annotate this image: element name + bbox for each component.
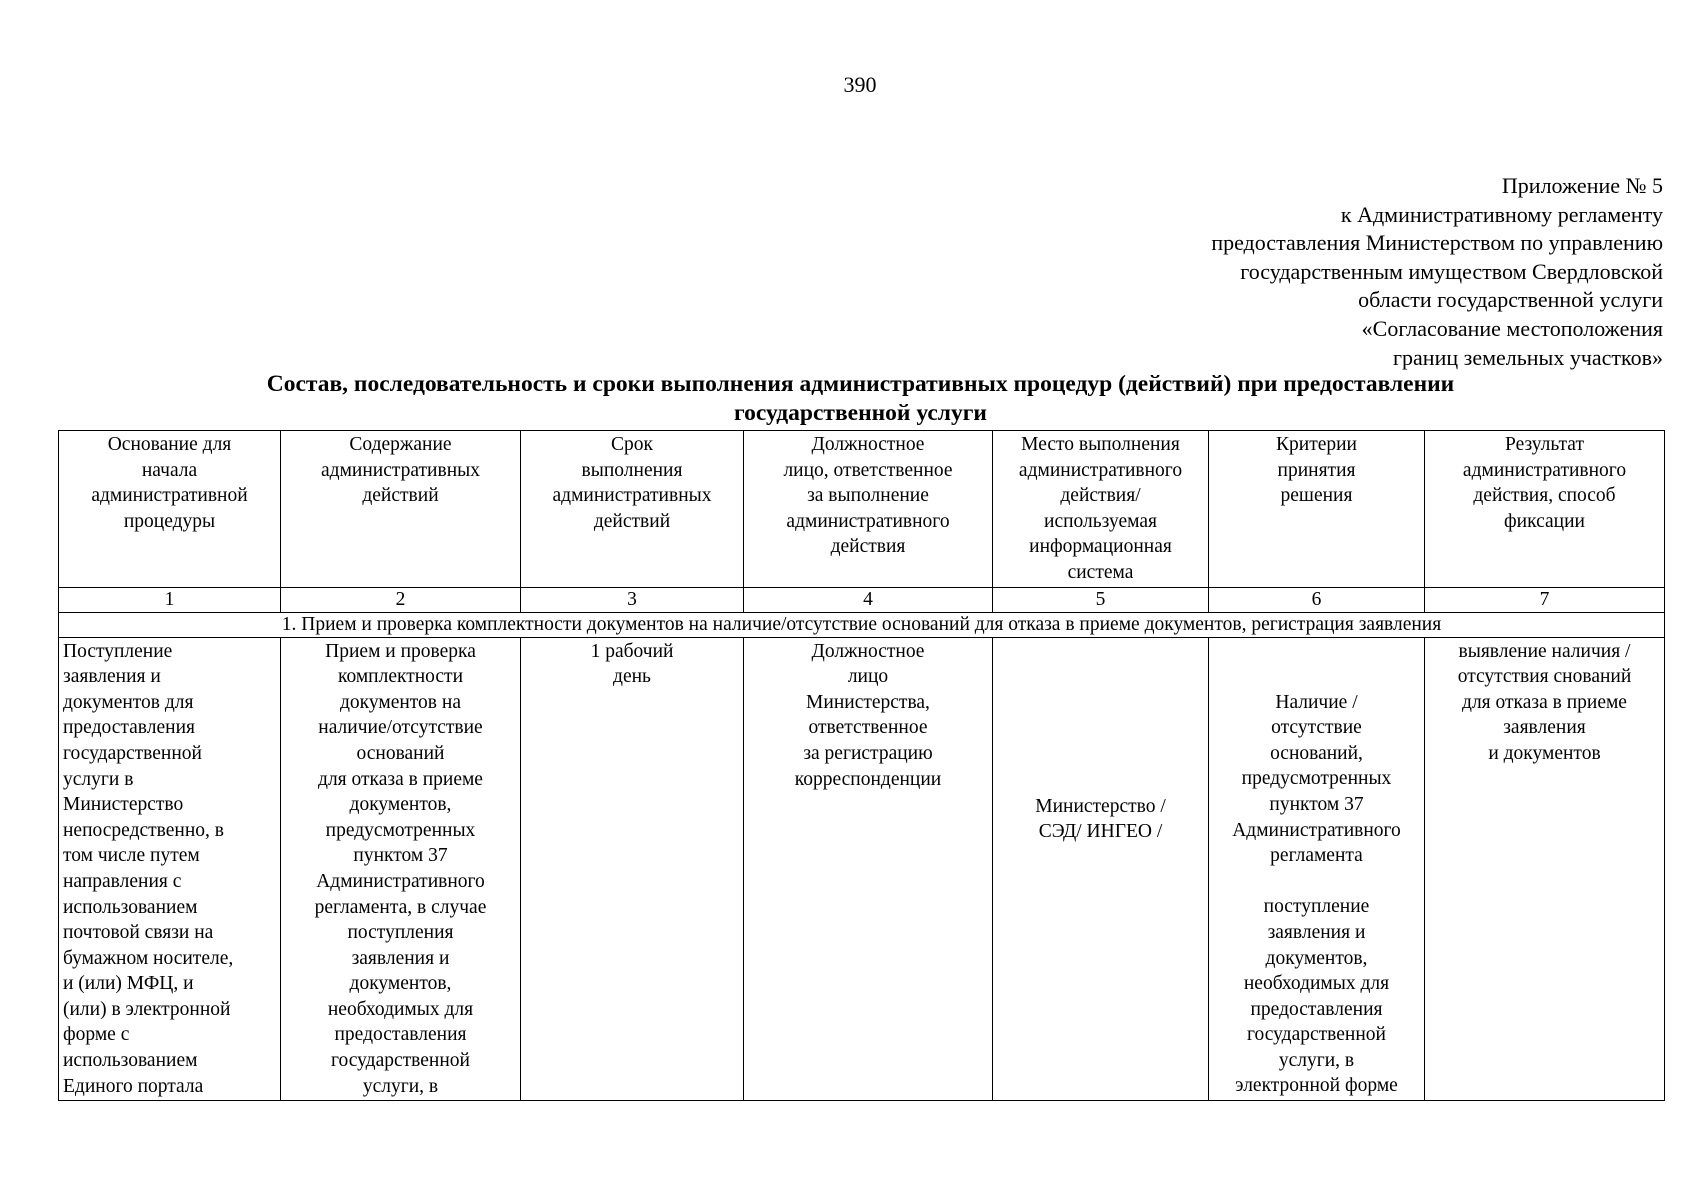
header-row (59, 431, 1665, 588)
column-number: 3 (521, 587, 744, 612)
cell-line: предоставления (1250, 998, 1383, 1020)
header-line: процедуры (123, 510, 216, 532)
document-title (58, 370, 1663, 428)
header-line: Срок (611, 434, 653, 455)
column-number: 6 (1209, 587, 1425, 612)
cell-line: услуги, в (362, 1075, 439, 1097)
appendix-line: «Согласование местоположения (1361, 315, 1663, 341)
cell-line: использованием (63, 896, 198, 918)
cell-line: и документов (1488, 742, 1601, 764)
cell-line: предусмотренных (325, 819, 476, 841)
cell-line: государственной (1247, 1024, 1386, 1046)
cell-term (521, 637, 744, 1101)
table-row (59, 637, 1665, 1101)
header-line: Критерии (1276, 434, 1357, 455)
cell-place (993, 637, 1209, 1101)
cell-line: услуги, в (1278, 1049, 1355, 1071)
header-cell-result (1425, 431, 1665, 588)
cell-line: государственной (63, 742, 202, 764)
header-line: действия, способ (1473, 485, 1616, 507)
title-line: Состав, последовательность и сроки выполнения административных процедур (действий) при предоставлении (266, 371, 1455, 397)
cell-line: заявления (1503, 717, 1586, 739)
cell-line: день (613, 666, 651, 688)
cell-line: ответственное (808, 717, 928, 739)
cell-line: непосредственно, в (63, 819, 224, 841)
cell-line: регламента (1270, 845, 1363, 867)
cell-line: Наличие / (1275, 691, 1358, 713)
cell-line: предоставления (334, 1024, 467, 1046)
header-line: за выполнение (807, 485, 929, 507)
cell-line: для отказа в приеме (1462, 691, 1627, 713)
column-number-row (59, 587, 1665, 612)
header-line: административного (1018, 459, 1183, 481)
header-cell-official (744, 431, 993, 588)
page-number: 390 (843, 72, 877, 97)
cell-line: комплектности (337, 666, 464, 688)
column-number: 5 (993, 587, 1209, 612)
cell-official (744, 637, 993, 1101)
header-line: Содержание (349, 434, 452, 455)
cell-line: отсутствия снований (1457, 666, 1632, 688)
cell-line: государственной (331, 1050, 470, 1072)
header-line: административных (552, 485, 712, 507)
header-cell-place (993, 431, 1209, 588)
cell-line: заявления и (351, 947, 450, 969)
cell-line: использованием (63, 1050, 198, 1072)
cell-line: за регистрацию (803, 742, 933, 764)
cell-line: Административного (316, 870, 485, 892)
cell-line: предоставления (63, 717, 195, 739)
cell-line: Министерство (63, 794, 184, 816)
procedures-table (58, 430, 1665, 1101)
cell-criteria (1209, 637, 1425, 1101)
cell-line: оснований (356, 742, 445, 764)
header-cell-basis (59, 431, 281, 588)
appendix-line: к Административному регламенту (1340, 201, 1663, 227)
header-line: информационная (1029, 536, 1172, 558)
header-line: Должностное (811, 434, 925, 455)
cell-line: Должностное (811, 640, 925, 662)
column-number: 7 (1425, 587, 1665, 612)
cell-line: для отказа в приеме (318, 768, 483, 790)
cell-line: бумажном носителе, (63, 947, 234, 969)
cell-line: электронной форме (1235, 1075, 1398, 1097)
cell-line: Поступление (63, 640, 173, 662)
cell-line: том числе путем (63, 845, 200, 867)
header-line: система (1067, 561, 1134, 583)
header-line: начала (141, 459, 198, 481)
header-line: Место выполнения (1021, 434, 1180, 455)
cell-line: Министерства, (806, 691, 930, 713)
cell-line: и (или) МФЦ, и (63, 973, 194, 995)
header-line: решения (1280, 485, 1353, 507)
header-line: административного (786, 510, 950, 532)
section-row (59, 612, 1665, 637)
cell-line: предусмотренных (1241, 768, 1392, 790)
cell-line: почтовой связи на (63, 922, 214, 944)
header-line: административных (321, 459, 480, 481)
cell-line: 1 рабочий (590, 640, 674, 662)
header-cell-criteria (1209, 431, 1425, 588)
cell-line: Прием и проверка (325, 640, 476, 662)
header-cell-term (521, 431, 744, 588)
header-line: действий (593, 510, 671, 532)
header-line: действия (830, 536, 906, 558)
cell-line: услуги в (63, 768, 134, 790)
cell-line: (или) в электронной (63, 998, 231, 1020)
cell-line: оснований, (1270, 742, 1363, 764)
cell-line: документов, (1265, 947, 1368, 969)
cell-line: лицо (847, 666, 889, 688)
cell-line: отсутствие (1271, 717, 1362, 739)
cell-line: заявления и (63, 666, 161, 688)
header-line: административного (1462, 459, 1627, 481)
appendix-line: Приложение № 5 (1501, 173, 1663, 198)
cell-line: документов, (349, 794, 452, 816)
cell-line: заявления и (1267, 921, 1366, 943)
appendix-line: предоставления Министерством по управлению (1211, 230, 1663, 256)
header-line: действия/ (1060, 485, 1141, 507)
header-line: Основание для (107, 434, 232, 455)
header-line: принятия (1277, 459, 1356, 481)
column-number: 4 (744, 587, 993, 612)
cell-line: выявление наличия / (1458, 640, 1631, 662)
header-line: выполнения (581, 459, 683, 481)
cell-line: поступления (347, 922, 454, 944)
cell-line: Единого портала (63, 1075, 204, 1097)
cell-basis (59, 637, 281, 1101)
cell-line: поступление (1263, 896, 1370, 918)
cell-line: документов, (349, 973, 452, 995)
cell-line: наличие/отсутствие (318, 717, 483, 739)
header-cell-content (281, 431, 521, 588)
cell-line: корреспонденции (794, 768, 942, 790)
cell-line: форме с (63, 1024, 130, 1046)
cell-line: регламента, в случае (314, 896, 487, 918)
header-line: лицо, ответственное (783, 459, 953, 481)
cell-line: Министерство / (1035, 795, 1166, 817)
column-number: 2 (281, 587, 521, 612)
appendix-line: границ земельных участков» (1393, 344, 1663, 370)
section-heading: 1. Прием и проверка комплектности документов на наличие/отсутствие оснований для отказа в приеме документов, регистрация заявления (59, 612, 1665, 637)
cell-line: необходимых для (1243, 973, 1390, 995)
header-line: Результат (1505, 434, 1584, 455)
appendix-line: области государственной услуги (1358, 287, 1663, 313)
cell-line: Административного (1232, 819, 1401, 841)
cell-line: документов для (63, 691, 194, 713)
cell-line: пунктом 37 (1269, 793, 1364, 815)
appendix-reference (763, 172, 1663, 372)
cell-line: документов на (340, 691, 461, 713)
cell-line: направления с (63, 870, 182, 892)
header-line: административной (91, 485, 248, 507)
cell-line: СЭД/ ИНГЕО / (1038, 821, 1163, 843)
cell-result (1425, 637, 1665, 1101)
header-line: фиксации (1504, 510, 1585, 532)
cell-line: необходимых для (327, 998, 474, 1020)
cell-content (281, 637, 521, 1101)
header-line: используемая (1044, 510, 1157, 532)
cell-line: пунктом 37 (353, 845, 448, 867)
column-number: 1 (59, 587, 281, 612)
appendix-line: государственным имуществом Свердловской (1240, 258, 1663, 284)
title-line: государственной услуги (734, 400, 987, 426)
header-line: действий (362, 485, 439, 507)
